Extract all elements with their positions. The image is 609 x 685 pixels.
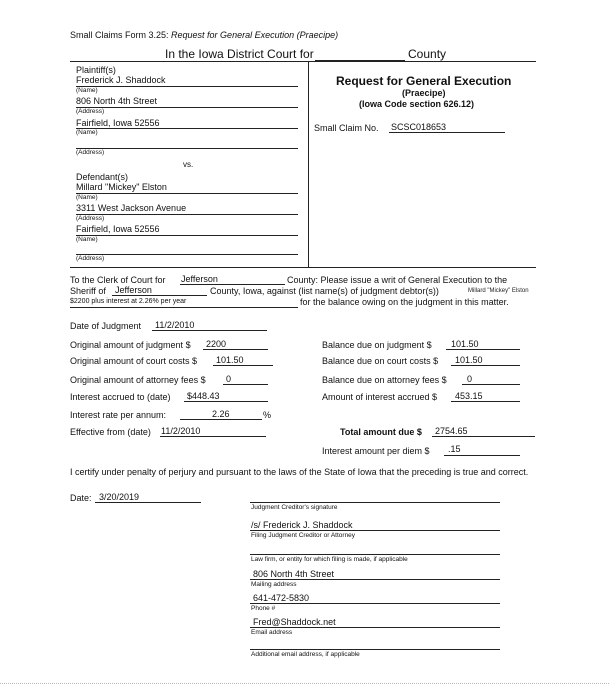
additional-email-line: [250, 649, 500, 650]
court-title-pre: In the Iowa District Court for: [165, 47, 314, 61]
caption-bottom-border: [70, 267, 536, 268]
filing-creditor-value: /s/ Frederick J. Shaddock: [251, 520, 353, 530]
balance-judgment-line: [446, 349, 520, 350]
defendant-city-line: [76, 235, 298, 236]
phone-value: 641-472-5830: [253, 593, 310, 603]
defendant-city: Fairfield, Iowa 52556: [76, 224, 160, 234]
plaintiff-street-line: [76, 107, 298, 108]
signed-date-line: [95, 502, 201, 503]
effective-from-value: 11/2/2010: [161, 426, 201, 436]
plaintiff-street: 806 North 4th Street: [76, 96, 158, 106]
interest-accrued-amount-value: 453.15: [455, 391, 483, 401]
defendant-street-line: [76, 214, 298, 215]
defendant-name-caption: (Name): [76, 194, 98, 201]
balance-court-costs-label: Balance due on court costs $: [322, 356, 439, 366]
defendant-street: 3311 West Jackson Avenue: [76, 203, 187, 213]
request-text-3: Sheriff of: [70, 286, 106, 296]
defendant-name-line: [76, 193, 298, 194]
interest-accrued-amount-label: Amount of interest accrued $: [322, 392, 438, 402]
plaintiff-address2-caption: (Address): [76, 149, 105, 156]
sheriff-county-line: [112, 295, 207, 296]
court-title-county: County: [408, 47, 447, 61]
plaintiff-label: Plaintiff(s): [76, 65, 116, 75]
request-text-1: To the Clerk of Court for: [70, 275, 166, 285]
date-label: Date:: [70, 493, 92, 503]
total-amount-line: [432, 436, 535, 437]
date-of-judgment-label: Date of Judgment: [70, 321, 142, 331]
defendant-label: Defendant(s): [76, 172, 129, 182]
defendant-name: Millard "Mickey" Elston: [76, 182, 167, 192]
orig-attorney-fees-value: 0: [226, 374, 232, 384]
balance-judgment-label: Balance due on judgment $: [322, 340, 432, 350]
defendant-name2-caption: (Name): [76, 236, 98, 243]
balance-court-costs-line: [451, 365, 520, 366]
plaintiff-name: Frederick J. Shaddock: [76, 75, 166, 85]
small-claim-line: [389, 132, 505, 133]
orig-court-costs-label: Original amount of court costs $: [70, 356, 198, 366]
caption-divider: [308, 61, 309, 267]
balance-attorney-fees-line: [462, 384, 520, 385]
plaintiff-address2-line: [76, 148, 298, 149]
orig-judgment-value: 2200: [206, 339, 227, 349]
form-title: Request for General Execution (Praecipe): [171, 30, 339, 40]
additional-email-caption: Additional email address, if applicable: [251, 651, 360, 658]
plaintiff-city: Fairfield, Iowa 52556: [76, 118, 160, 128]
form-header: [70, 30, 338, 40]
orig-court-costs-line: [213, 365, 273, 366]
balance-court-costs-value: 101.50: [455, 355, 483, 365]
amount-note-line: [70, 307, 298, 308]
caption-top-border: [70, 61, 536, 62]
per-diem-line: [444, 455, 520, 456]
phone-line: [250, 603, 500, 604]
law-firm-caption: Law firm, or entity for which filing is made, if applicable: [251, 556, 408, 563]
interest-accrued-value: $448.43: [187, 391, 220, 401]
phone-caption: Phone #: [251, 605, 276, 612]
form-prefix: Small Claims Form 3.25:: [70, 30, 172, 40]
date-of-judgment-value: 11/2/2010: [155, 320, 195, 330]
total-amount-label: Total amount due $: [340, 427, 422, 437]
orig-judgment-line: [203, 349, 268, 350]
email-caption: Email address: [251, 629, 293, 636]
orig-judgment-label: Original amount of judgment $: [70, 340, 191, 350]
request-subtitle-code: (Iowa Code section 626.12): [359, 99, 475, 109]
versus-label: vs.: [183, 160, 194, 169]
interest-rate-percent: %: [263, 410, 272, 420]
orig-court-costs-value: 101.50: [216, 355, 244, 365]
law-firm-line: [250, 554, 500, 555]
filing-creditor-caption: Filing Judgment Creditor or Attorney: [251, 532, 356, 539]
per-diem-value: .15: [448, 444, 461, 454]
total-amount-value: 2754.65: [435, 426, 468, 436]
interest-rate-value: 2.26: [212, 409, 230, 419]
small-claim-label: Small Claim No.: [314, 123, 379, 133]
request-subtitle-praecipe: (Praecipe): [402, 88, 446, 98]
signature-line: [250, 502, 500, 503]
defendant-address2-line: [76, 254, 298, 255]
request-text-2: County: Please issue a writ of General Execution to the: [287, 275, 508, 285]
email-line: [250, 627, 500, 628]
date-of-judgment-line: [152, 330, 267, 331]
interest-accrued-line: [184, 401, 268, 402]
email-value: Fred@Shaddock.net: [253, 617, 336, 627]
request-title: Request for General Execution: [336, 74, 512, 88]
sheriff-county: Jefferson: [115, 285, 152, 295]
plaintiff-city-line: [76, 128, 298, 129]
orig-attorney-fees-line: [223, 384, 268, 385]
plaintiff-name-line: [76, 86, 298, 87]
page-edge: [0, 683, 609, 684]
small-claim-number: SCSC018653: [391, 122, 447, 132]
interest-rate-label: Interest rate per annum:: [70, 410, 167, 420]
mailing-address-caption: Mailing address: [251, 581, 297, 588]
request-text-5: for the balance owing on the judgment in this matter.: [300, 297, 509, 307]
certification-text: I certify under penalty of perjury and pursuant to the laws of the State of Iowa that the preceding is true and correct.: [70, 467, 529, 477]
plaintiff-name2-caption: (Name): [76, 129, 98, 136]
balance-attorney-fees-label: Balance due on attorney fees $: [322, 375, 447, 385]
balance-attorney-fees-value: 0: [467, 374, 473, 384]
orig-attorney-fees-label: Original amount of attorney fees $: [70, 375, 206, 385]
per-diem-label: Interest amount per diem $: [322, 446, 430, 456]
signature-caption: Judgment Creditor's signature: [251, 504, 338, 511]
interest-accrued-amount-line: [451, 401, 520, 402]
mailing-address-line: [250, 579, 500, 580]
request-text-4: County, Iowa, against (list name(s) of judgment debtor(s)): [210, 286, 439, 296]
defendant-address2-caption: (Address): [76, 255, 105, 262]
clerk-county-line: [180, 284, 285, 285]
clerk-county: Jefferson: [181, 274, 218, 284]
filing-creditor-line: [250, 530, 500, 531]
signed-date: 3/20/2019: [99, 492, 140, 502]
effective-from-label: Effective from (date): [70, 427, 151, 437]
amount-note: $2200 plus interest at 2.26% per year: [70, 298, 187, 305]
defendant-address-caption: (Address): [76, 215, 105, 222]
interest-rate-line: [180, 419, 262, 420]
mailing-address-value: 806 North 4th Street: [253, 569, 335, 579]
effective-from-line: [160, 436, 266, 437]
debtor-name: Millard "Mickey" Elston: [468, 288, 529, 294]
balance-judgment-value: 101.50: [451, 339, 479, 349]
plaintiff-name-caption: (Name): [76, 87, 98, 94]
plaintiff-address-caption: (Address): [76, 108, 105, 115]
interest-accrued-label: Interest accrued to (date): [70, 392, 171, 402]
